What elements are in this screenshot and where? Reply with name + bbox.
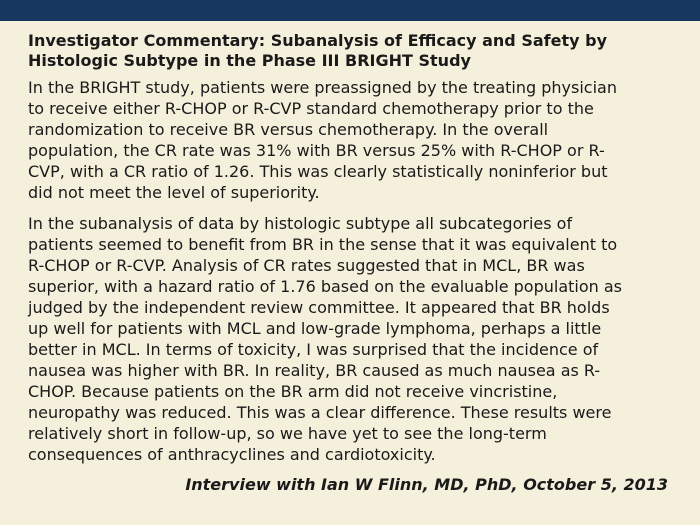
header-bar [0,0,700,21]
commentary-paragraph-2: In the subanalysis of data by histologic subtype all subcategories of patients seemed to benefit from BR in the sense that it was equivalent to R-CHOP or R-CVP. Analysis of CR rates suggested that in MCL, BR was superior, with a hazard ratio of 1.76 based on the evaluable population as judged by the independent review committee. It appeared that BR holds up well for patients with MCL and low-grade lymphoma, perhaps a little better in MCL. In terms of toxicity, I was surprised that the incidence of nausea was higher with BR. In reality, BR caused as much nausea as R- CHOP. Because patients on the BR arm did not receive vincristine, neuropathy was reduced. This was a clear difference. These results were relatively short in follow-up, so we have yet to see the long-term consequences of anthracyclines and cardiotoxicity. [28,214,622,464]
slide-content [28,31,680,495]
slide-title: Investigator Commentary: Subanalysis of Efficacy and Safety by Histologic Subtype in the Phase III BRIGHT Study [28,31,607,70]
attribution: Interview with Ian W Flinn, MD, PhD, October 5, 2013 [185,475,668,494]
commentary-paragraph-1: In the BRIGHT study, patients were preassigned by the treating physician to receive either R-CHOP or R-CVP standard chemotherapy prior to the randomization to receive BR versus chemotherapy. In the overall population, the CR rate was 31% with BR versus 25% with R-CHOP or R- CVP, with a CR ratio of 1.26. This was clearly statistically noninferior but did not meet the level of superiority. [28,78,617,202]
